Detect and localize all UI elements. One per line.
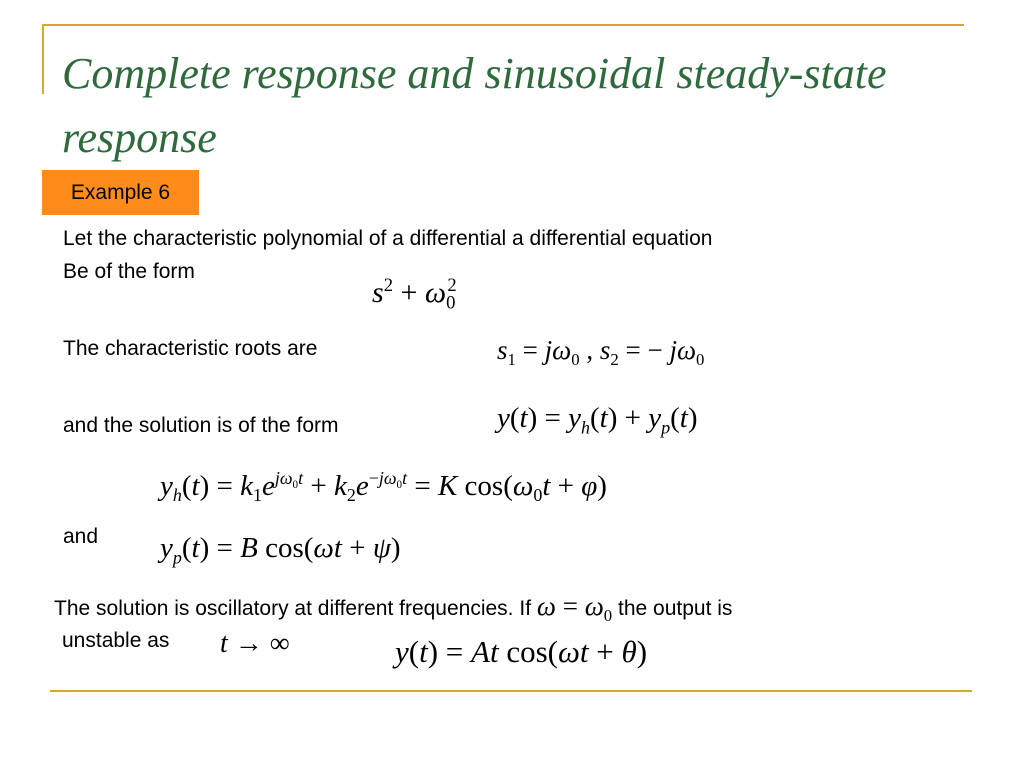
and-label: and (63, 525, 99, 548)
roots-label: The characteristic roots are (63, 337, 318, 360)
homogeneous-solution-equation: $y_h(t) = k_1e^{j\omega_0t} + k_2e^{-j\omega_0t} = K$ $\cos(\omega_0t + \varphi)$ (160, 468, 607, 506)
particular-solution-equation: $y_p(t) = B$ cos(ωt + ψ) (160, 532, 401, 568)
bottom-rule (50, 690, 972, 692)
limit-expression: t → ∞ (220, 628, 290, 659)
left-rule (42, 24, 44, 94)
example-badge: Example 6 (42, 170, 199, 215)
slide-title: Complete response and sinusoidal steady-state response (62, 49, 887, 162)
conclusion-line-2: unstable as (62, 629, 170, 652)
roots-equation: $s_1 = j\omega_0$ , $s_2$ = − $j\omega_0$ (497, 335, 705, 369)
solution-label: and the solution is of the form (63, 414, 339, 437)
unstable-output-equation: y(t) = At cos(ωt + θ) (395, 634, 648, 669)
top-rule (42, 24, 964, 26)
frequency-condition: $\omega = \omega_0$ (536, 591, 613, 625)
conclusion-line-1 (54, 593, 732, 629)
conclusion-text-a: The solution is oscillatory at different frequencies. If (54, 597, 532, 620)
intro-line-1: Let the characteristic polynomial of a differential a differential equation (63, 227, 713, 250)
solution-equation: $y(t) = y_h(t) + y_p(t)$ (497, 402, 698, 438)
intro-line-2: Be of the form (63, 260, 195, 283)
characteristic-polynomial-equation: $s^2 + \omega_0^2$ (372, 275, 457, 314)
conclusion-text-b: the output is (617, 597, 733, 620)
